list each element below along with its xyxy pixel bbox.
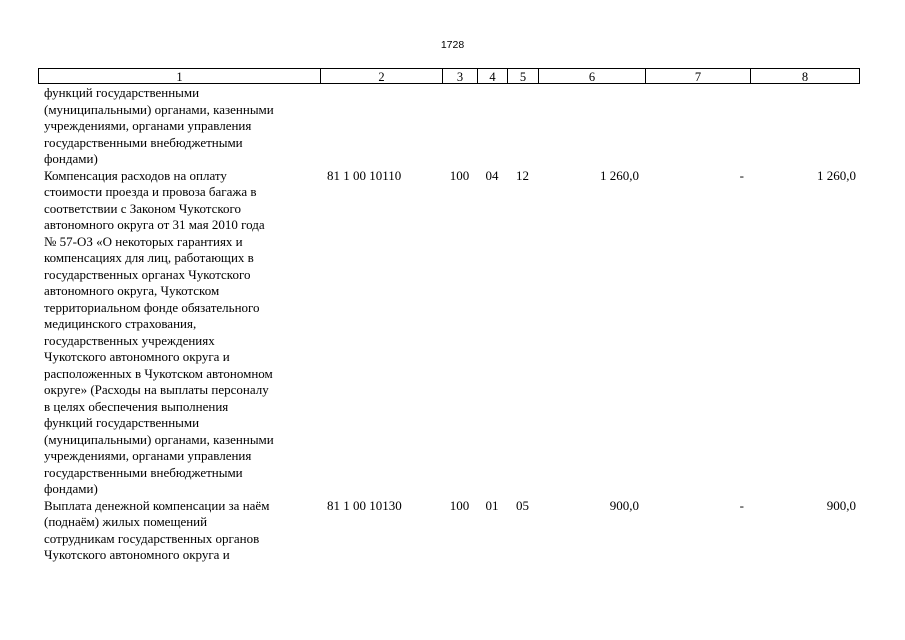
description-line: функций государственными xyxy=(44,85,200,100)
col-3-value: 100 xyxy=(449,497,470,513)
col-5-value: 12 xyxy=(516,167,529,183)
column-header-3: 3 xyxy=(442,68,477,84)
table-row xyxy=(38,168,860,498)
description-line: территориальном фонде обязательного xyxy=(44,299,260,315)
col-7-amount: - xyxy=(739,497,744,513)
col-7-amount xyxy=(645,85,750,168)
col-5-value: 05 xyxy=(516,497,529,513)
description-line: (поднаём) жилых помещений xyxy=(44,514,208,529)
description-line: № 57-ОЗ «О некоторых гарантиях и xyxy=(44,233,243,249)
col-8-amount: 900,0 xyxy=(826,497,856,513)
col-4-value: 04 xyxy=(485,167,499,183)
col-4-value xyxy=(477,85,507,168)
col-7-amount: - xyxy=(739,167,744,183)
description-line: фондами) xyxy=(44,481,98,496)
description-line: Чукотского автономного округа и xyxy=(44,349,230,364)
row-description xyxy=(38,168,320,498)
description-line: Чукотского автономного округа и xyxy=(44,547,230,562)
col-3-value: 100 xyxy=(449,167,470,183)
description-line: государственных органах Чукотского xyxy=(44,266,251,282)
col-8-amount xyxy=(750,85,860,168)
budget-classification-code: 81 1 00 10130 xyxy=(327,497,402,513)
description-line: автономного округа от 31 мая 2010 года xyxy=(44,217,265,232)
description-line: государственных учреждениях xyxy=(44,332,215,348)
page-number: 1728 xyxy=(440,39,465,51)
col-6-amount: 900,0 xyxy=(609,497,639,513)
description-line: автономного округа, Чукотском xyxy=(44,283,220,298)
column-header-1: 1 xyxy=(38,68,320,84)
column-header-2: 2 xyxy=(320,68,442,84)
column-header-7: 7 xyxy=(645,68,750,84)
description-line: фондами) xyxy=(44,151,98,166)
col-8-amount: 1 260,0 xyxy=(817,167,856,183)
description-line: функций государственными xyxy=(44,415,200,430)
description-line: учреждениями, органами управления xyxy=(44,448,252,463)
description-line: государственными внебюджетными xyxy=(44,134,243,150)
table-row xyxy=(38,85,860,168)
description-line: (муниципальными) органами, казенными xyxy=(44,431,274,447)
description-line: государственными внебюджетными xyxy=(44,464,243,480)
row-description xyxy=(38,498,320,564)
col-4-value: 01 xyxy=(485,497,499,513)
col-6-amount: 1 260,0 xyxy=(600,167,639,183)
description-line: Выплата денежной компенсации за наём xyxy=(44,497,270,513)
col-5-value xyxy=(507,85,538,168)
row-description xyxy=(38,85,320,168)
description-line: (муниципальными) органами, казенными xyxy=(44,101,274,117)
table-header xyxy=(38,68,860,84)
col-6-amount xyxy=(538,85,645,168)
description-line: соответствии с Законом Чукотского xyxy=(44,200,242,216)
description-line: округе» (Расходы на выплаты персоналу xyxy=(44,382,269,397)
description-line: стоимости проезда и провоза багажа в xyxy=(44,184,257,199)
description-line: Компенсация расходов на оплату xyxy=(44,167,227,183)
description-line: сотрудникам государственных органов xyxy=(44,530,260,546)
description-line: компенсациях для лиц, работающих в xyxy=(44,250,254,265)
column-header-5: 5 xyxy=(507,68,538,84)
description-line: расположенных в Чукотском автономном xyxy=(44,365,273,381)
column-header-4: 4 xyxy=(477,68,507,84)
col-3-value xyxy=(442,85,477,168)
column-header-6: 6 xyxy=(538,68,645,84)
budget-classification-code xyxy=(320,85,442,168)
budget-classification-code: 81 1 00 10110 xyxy=(327,167,402,183)
description-line: учреждениями, органами управления xyxy=(44,118,252,133)
column-header-8: 8 xyxy=(750,68,860,84)
description-line: медицинского страхования, xyxy=(44,316,197,331)
description-line: в целях обеспечения выполнения xyxy=(44,398,229,414)
table-row xyxy=(38,498,860,564)
table-body xyxy=(38,85,860,564)
